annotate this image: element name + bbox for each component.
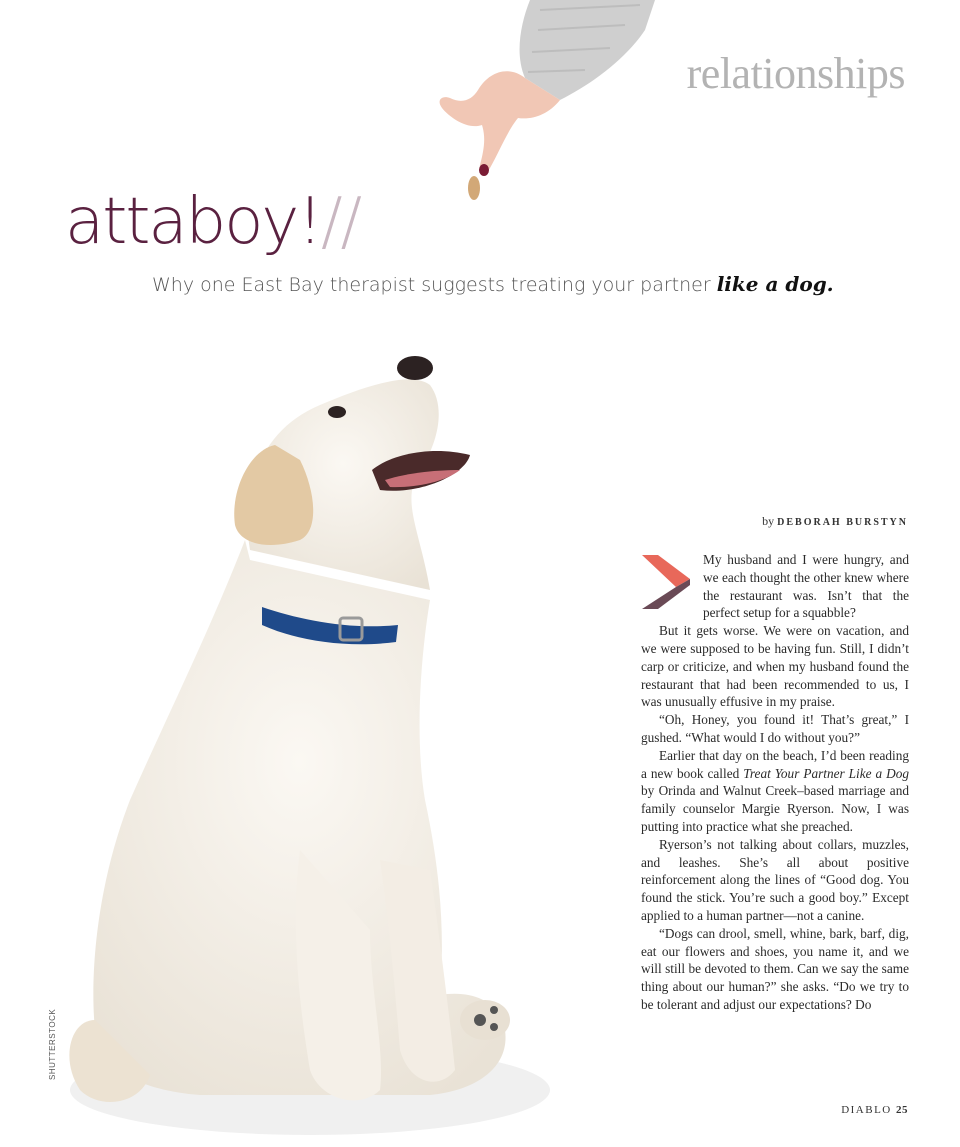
- byline: [762, 514, 908, 529]
- byline-prefix: by: [762, 514, 775, 528]
- article-paragraph: My husband and I were hungry, and we each thought the other knew where the restaurant was. Isn’t that the perfect setup for a squabble?: [703, 552, 909, 621]
- article-paragraph: But it gets worse. We were on vacation, and we were supposed to be having fun. Still, I didn’t carp or criticize, and when my husband found the restaurant that had been recommended to us, I was unusually effusive in my praise.: [641, 623, 909, 710]
- section-label: relationships: [686, 49, 905, 98]
- photo-credit: SHUTTERSTOCK: [48, 1008, 57, 1080]
- headline-slashes: //: [320, 185, 361, 259]
- page-footer: [841, 1104, 908, 1116]
- article-text: Earlier that day on the beach, I’d been reading a new book called: [641, 747, 909, 781]
- puppy-photo: [0, 330, 620, 1147]
- article-paragraph: “Dogs can drool, smell, whine, bark, barf, dig, eat our flowers and shoes, you name it, and we will still be devoted to them. Can we say the same thing about our human?” she asks. “Do we try to be tolerant and adjust our expectations? Do: [641, 925, 909, 1012]
- headline: [65, 185, 361, 259]
- byline-author: DEBORAH BURSTYN: [777, 517, 908, 528]
- article-text: by Orinda and Walnut Creek–based marriage and family counselor Margie Ryerson. Now, I was putting into practice what she preached.: [641, 783, 909, 834]
- magazine-name: DIABLO: [841, 1104, 892, 1116]
- book-title: Treat Your Partner Like a Dog: [743, 765, 909, 781]
- article-paragraph: Ryerson’s not talking about collars, muzzles, and leashes. She’s all about positive reinforcement along the lines of “Good dog. You found the stick. You’re such a good boy.” Except applied to a human partner—not a canine.: [641, 836, 909, 923]
- subtitle: [152, 272, 834, 296]
- article-paragraph: [641, 747, 909, 836]
- subtitle-text: Why one East Bay therapist suggests treating your partner: [152, 274, 711, 296]
- article-body: [641, 551, 909, 1014]
- subtitle-emphasis: like a dog.: [716, 272, 834, 296]
- hand-with-treat-image: [420, 0, 660, 210]
- page-number: 25: [896, 1104, 908, 1116]
- article-paragraph: “Oh, Honey, you found it! That’s great,” I gushed. “What would I do without you?”: [641, 712, 909, 745]
- headline-word: attaboy!: [65, 185, 321, 259]
